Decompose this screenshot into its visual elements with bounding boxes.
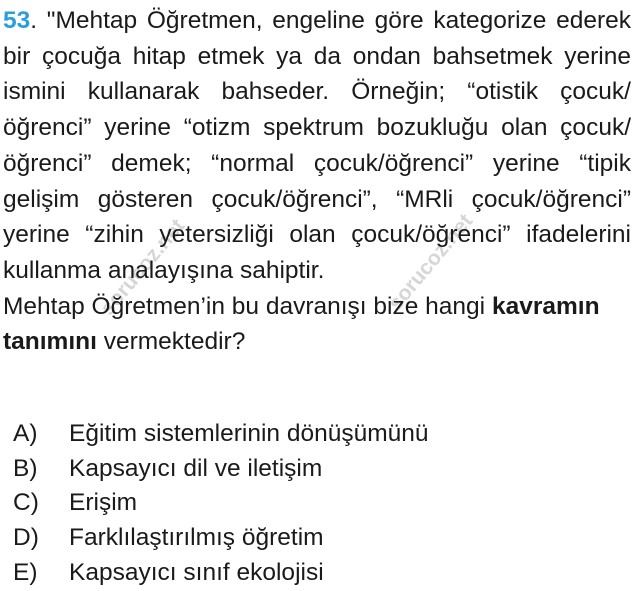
option-letter: D) xyxy=(13,524,39,552)
option-letter: E) xyxy=(13,558,38,586)
question-stem-end: vermektedir? xyxy=(96,328,246,356)
option-text: Kapsayıcı dil ve iletişim xyxy=(69,454,323,482)
option-b[interactable] xyxy=(13,452,429,487)
question-number-suffix: . xyxy=(30,7,47,34)
watermark-right: sorucoz.net xyxy=(384,209,478,315)
answer-options xyxy=(13,417,429,591)
option-text: Eğitim sistemlerinin dönüşümünü xyxy=(69,420,429,447)
option-c[interactable] xyxy=(13,486,429,521)
option-d[interactable] xyxy=(13,521,429,556)
question-text: "Mehtap Öğretmen, engeline göre kategorize ederek bir çocuğa hitap etmek ya da ondan bahsetmek yerine ismini kullanarak bahseder. Örneğin; “otistik çocuk/öğrenci” yerine “otizm spektrum bozukluğu olan çocuk/öğrenci” demek; “normal çocuk/öğrenci” yerine “tipik gelişim gösteren çocuk/öğrenci”, “MRli çocuk/öğrenci” yerine “zihin yetersizliği olan çocuk/öğrenci” ifadelerini kullanma analayışına sahiptir. xyxy=(3,7,631,284)
watermark-left: sorucoz.net xyxy=(96,214,190,320)
question-stem-start: Mehtap Öğretmen’in bu davranışı bize hangi xyxy=(3,292,492,320)
question-block xyxy=(3,3,631,360)
option-text: Kapsayıcı sınıf ekolojisi xyxy=(69,558,324,586)
option-letter: C) xyxy=(13,489,39,517)
question-stem xyxy=(3,289,631,360)
question-number: 53 xyxy=(3,7,31,34)
question-stem-bold: kavramın tanımını xyxy=(3,292,600,356)
option-a[interactable] xyxy=(13,417,429,452)
option-text: Farklılaştırılmış öğretim xyxy=(69,524,324,552)
option-letter: A) xyxy=(13,420,38,447)
option-letter: B) xyxy=(13,454,38,482)
question-body xyxy=(3,3,631,289)
option-e[interactable] xyxy=(13,556,429,591)
option-text: Erişim xyxy=(69,489,138,517)
